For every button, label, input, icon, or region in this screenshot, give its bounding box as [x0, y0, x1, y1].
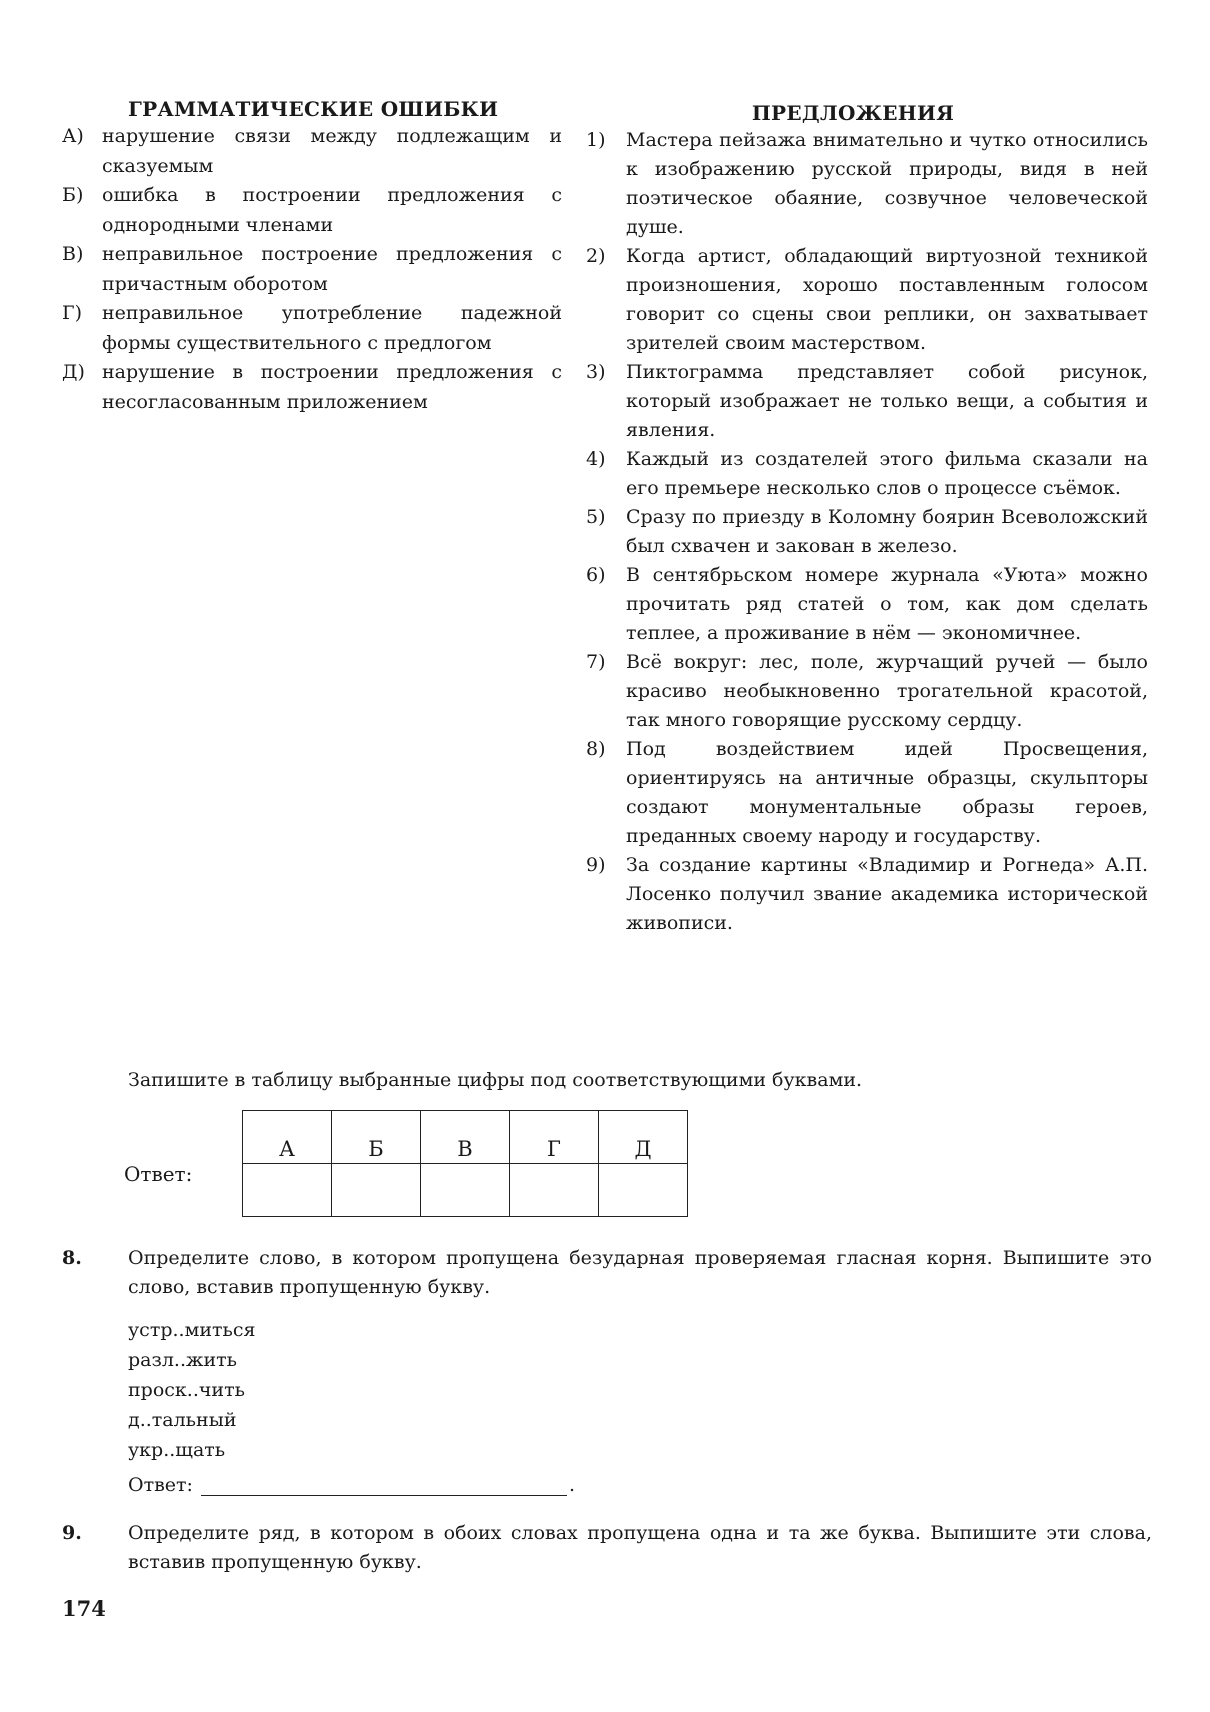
sentence-key: 3): [586, 361, 606, 383]
word-item: устр..миться: [128, 1319, 256, 1341]
error-key: В): [62, 243, 84, 265]
task-8-answer: [128, 1473, 575, 1496]
sentence-item: [586, 735, 1148, 851]
page-number: 174: [62, 1596, 106, 1621]
error-text: нарушение связи между подлежащим и сказуемым: [102, 125, 562, 177]
errors-column: [62, 96, 562, 417]
answer-cell[interactable]: [510, 1164, 599, 1217]
sentence-item: [586, 503, 1148, 561]
sentence-text: В сентябрьском номере журнала «Уюта» можно прочитать ряд статей о том, как дом сделать теплее, а проживание в нём — экономичнее.: [626, 564, 1148, 644]
answer-header-cell: Б: [332, 1111, 421, 1164]
sentence-text: Сразу по приезду в Коломну боярин Всеволожский был схвачен и закован в железо.: [626, 506, 1148, 557]
task-text: Определите слово, в котором пропущена безударная проверяемая гласная корня. Выпишите это слово, вставив пропущенную букву.: [128, 1247, 1152, 1298]
sentence-key: 4): [586, 448, 606, 470]
sentence-item: [586, 648, 1148, 735]
answer-header-cell: Д: [599, 1111, 688, 1164]
error-item: [62, 358, 562, 417]
sentence-text: За создание картины «Владимир и Рогнеда» А.П. Лосенко получил звание академика исторической живописи.: [626, 854, 1148, 934]
sentence-text: Под воздействием идей Просвещения, ориентируясь на античные образцы, скульпторы создают монументальные образы героев, преданных своему народу и государству.: [626, 738, 1148, 847]
answer-end-period: .: [568, 1474, 575, 1496]
error-item: [62, 181, 562, 240]
sentence-key: 6): [586, 564, 606, 586]
answer-table-header-row: [243, 1111, 688, 1164]
task-8: [62, 1244, 1152, 1302]
answer-table-label: Ответ:: [124, 1162, 193, 1186]
answer-header-cell: Г: [510, 1111, 599, 1164]
sentence-text: Каждый из создателей этого фильма сказали на его премьере несколько слов о процессе съёмок.: [626, 448, 1148, 499]
error-item: [62, 122, 562, 181]
table-instruction: Запишите в таблицу выбранные цифры под соответствующими буквами.: [128, 1069, 863, 1091]
sentence-key: 9): [586, 854, 606, 876]
task-number: 8.: [62, 1247, 82, 1269]
task-number: 9.: [62, 1522, 82, 1544]
error-item: [62, 240, 562, 299]
sentences-column: [586, 100, 1148, 938]
error-key: А): [62, 125, 84, 147]
answer-cell[interactable]: [332, 1164, 421, 1217]
sentence-key: 1): [586, 129, 606, 151]
sentence-text: Пиктограмма представляет собой рисунок, который изображает не только вещи, а события и явления.: [626, 361, 1148, 441]
sentence-item: [586, 126, 1148, 242]
answer-cell[interactable]: [243, 1164, 332, 1217]
word-item: укр..щать: [128, 1439, 226, 1461]
sentence-text: Мастера пейзажа внимательно и чутко относились к изображению русской природы, видя в ней поэтическое обаяние, созвучное человеческой душе.: [626, 129, 1148, 238]
error-text: неправильное построение предложения с причастным оборотом: [102, 243, 562, 295]
sentence-item: [586, 851, 1148, 938]
answer-table-input-row: [243, 1164, 688, 1217]
errors-heading: ГРАММАТИЧЕСКИЕ ОШИБКИ: [128, 97, 499, 121]
sentence-key: 7): [586, 651, 606, 673]
word-item: проск..чить: [128, 1379, 245, 1401]
sentence-item: [586, 242, 1148, 358]
answer-table: [242, 1110, 688, 1217]
error-key: Б): [62, 184, 84, 206]
task-text: Определите ряд, в котором в обоих словах пропущена одна и та же буква. Выпишите эти слова, вставив пропущенную букву.: [128, 1522, 1152, 1573]
error-key: Д): [62, 361, 85, 383]
sentence-text: Всё вокруг: лес, поле, журчащий ручей — было красиво необыкновенно трогательной красотой, так много говорящие русскому сердцу.: [626, 651, 1148, 731]
answer-header-cell: А: [243, 1111, 332, 1164]
error-item: [62, 299, 562, 358]
sentence-key: 5): [586, 506, 606, 528]
word-item: д..тальный: [128, 1409, 237, 1431]
answer-cell[interactable]: [599, 1164, 688, 1217]
sentence-item: [586, 445, 1148, 503]
error-text: неправильное употребление падежной формы существительного с предлогом: [102, 302, 562, 354]
answer-label: Ответ:: [128, 1474, 193, 1496]
error-key: Г): [62, 302, 82, 324]
sentence-key: 8): [586, 738, 606, 760]
sentences-heading: ПРЕДЛОЖЕНИЯ: [751, 101, 955, 125]
answer-blank-line[interactable]: [201, 1473, 567, 1496]
error-text: ошибка в построении предложения с однородными членами: [102, 184, 562, 236]
task-9: [62, 1519, 1152, 1577]
answer-header-cell: В: [421, 1111, 510, 1164]
sentence-item: [586, 358, 1148, 445]
error-text: нарушение в построении предложения с несогласованным приложением: [102, 361, 562, 413]
sentence-text: Когда артист, обладающий виртуозной техникой произношения, хорошо поставленным голосом говорит со сцены свои реплики, он захватывает зрителей своим мастерством.: [626, 245, 1148, 354]
task-8-word-list: [128, 1315, 256, 1465]
answer-cell[interactable]: [421, 1164, 510, 1217]
sentence-item: [586, 561, 1148, 648]
word-item: разл..жить: [128, 1349, 237, 1371]
errors-list: [62, 122, 562, 417]
sentences-list: [586, 126, 1148, 938]
sentence-key: 2): [586, 245, 606, 267]
